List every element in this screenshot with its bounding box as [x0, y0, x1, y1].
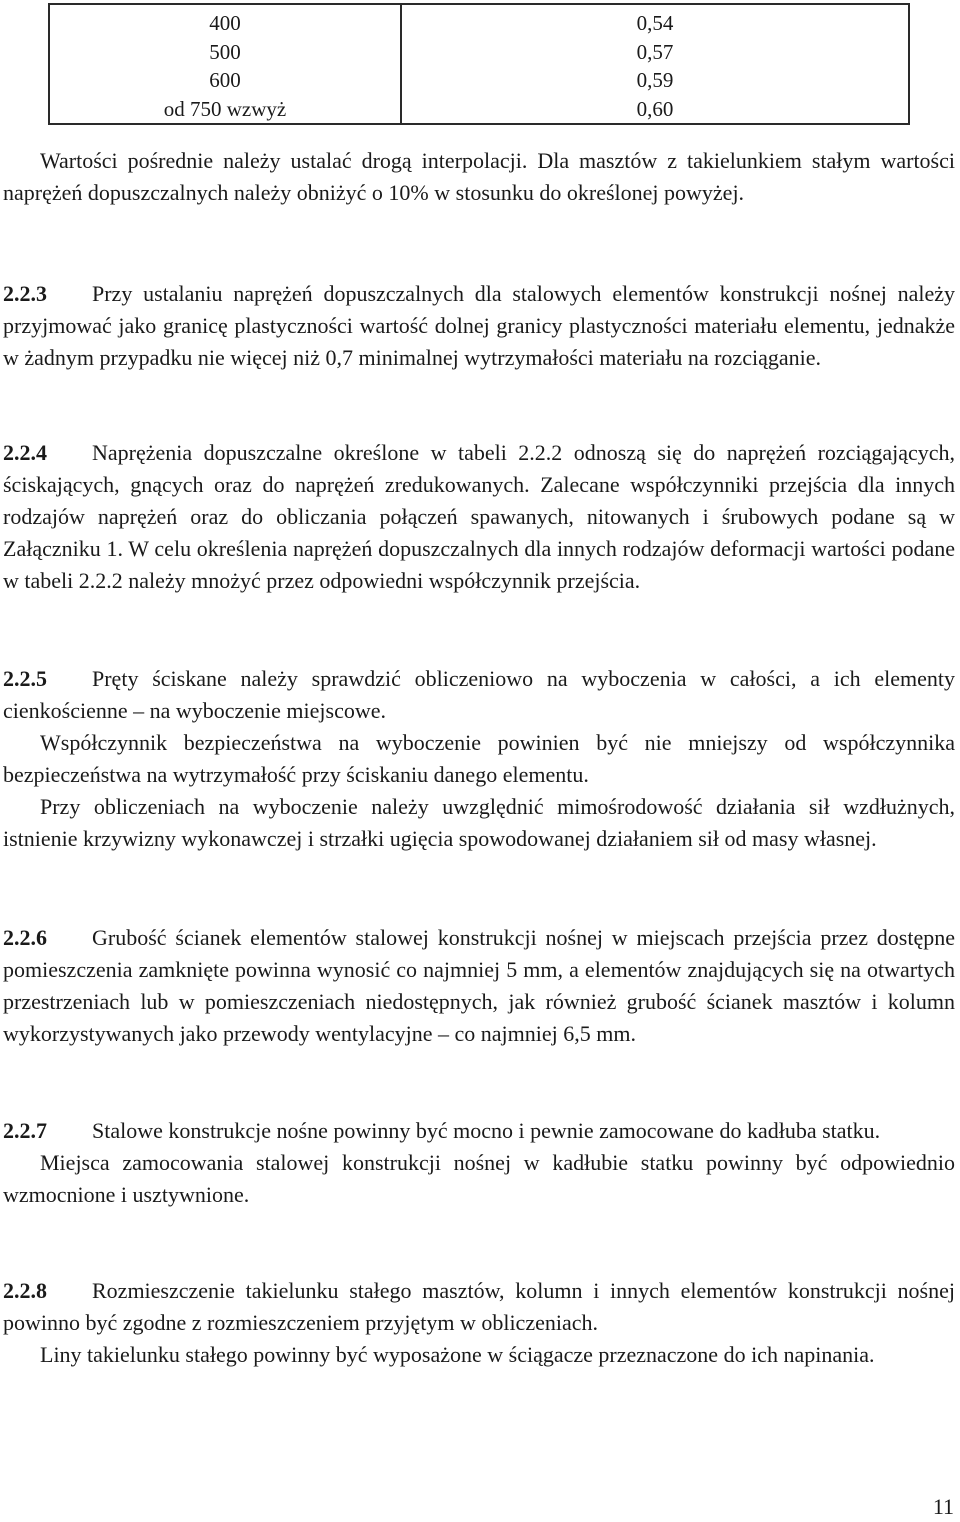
section-number: 2.2.3 [3, 281, 47, 306]
section-number: 2.2.7 [3, 1118, 47, 1143]
section-paragraph: Miejsca zamocowania stalowej konstrukcji nośnej w kadłubie statku powinny być odpowiednio wzmocnione i usztywnione. [3, 1150, 955, 1207]
section-text: Stalowe konstrukcje nośne powinny być mocno i pewnie zamocowane do kadłuba statku. [92, 1118, 881, 1143]
section-paragraph: Liny takielunku stałego powinny być wyposażone w ściągacze przeznaczone do ich napinania. [40, 1342, 875, 1367]
table-cell-line: 0,59 [636, 68, 674, 92]
section-number: 2.2.8 [3, 1278, 47, 1303]
section-text: Pręty ściskane należy sprawdzić obliczeniowo na wyboczenia w całości, a ich elementy cienkościenne – na wyboczenie miejscowe. [3, 666, 955, 723]
section-2-2-3 [3, 278, 955, 374]
section-number: 2.2.4 [3, 440, 47, 465]
section-2-2-4 [3, 437, 955, 597]
section-number: 2.2.6 [3, 925, 47, 950]
section-2-2-7 [3, 1115, 955, 1211]
table-cell-values-right [401, 4, 909, 124]
table-cell-line: 0,57 [636, 39, 674, 64]
table-cell-line: 500 [209, 39, 241, 64]
table-cell-line: od 750 wzwyż [163, 96, 287, 121]
intro-block [3, 145, 955, 209]
table-cell-values-left [49, 4, 401, 124]
table-cell-line: 400 [209, 11, 241, 35]
table-row [49, 4, 909, 124]
section-paragraph: Przy obliczeniach na wyboczenie należy uwzględnić mimośrodowość działania sił wzdłużnych, istnienie krzywizny wykonawczej i strzałki ugięcia spowodowanej działaniem sił od masy własnej. [3, 794, 955, 851]
table-cell-line: 0,60 [636, 96, 674, 121]
section-paragraph [3, 1275, 955, 1339]
section-number: 2.2.5 [3, 666, 47, 691]
section-paragraph [3, 278, 955, 374]
page-number: 11 [932, 1494, 954, 1519]
section-text: Rozmieszczenie takielunku stałego masztów, kolumn i innych elementów konstrukcji nośnej powinno być zgodne z rozmieszczeniem przyjętym w obliczeniach. [3, 1278, 955, 1335]
table-cell-line: 0,54 [636, 11, 674, 35]
section-paragraph [3, 1115, 955, 1147]
section-2-2-8 [3, 1275, 955, 1371]
coefficient-table [48, 3, 910, 125]
section-paragraph [3, 922, 955, 1050]
section-2-2-6 [3, 922, 955, 1050]
section-text: Naprężenia dopuszczalne określone w tabeli 2.2.2 odnoszą się do naprężeń rozciągających, ściskających, gnących oraz do naprężeń zredukowanych. Zalecane współczynniki przejścia dla innych rodzajów naprężeń oraz do obliczania połączeń spawanych, nitowanych i śrubowych podane są w Załączniku 1. W celu określenia naprężeń dopuszczalnych dla innych rodzajów deformacji wartości podane w tabeli 2.2.2 należy mnożyć przez odpowiedni współczynnik przejścia. [3, 440, 955, 593]
section-paragraph [3, 663, 955, 727]
table-cell-line: 600 [209, 68, 241, 92]
section-2-2-5 [3, 663, 955, 855]
section-text: Przy ustalaniu naprężeń dopuszczalnych dla stalowych elementów konstrukcji nośnej należy przyjmować jako granicę plastyczności wartość dolnej granicy plastyczności materiału elementu, jednakże w żadnym przypadku nie więcej niż 0,7 minimalnej wytrzymałości materiału na rozciąganie. [3, 281, 955, 370]
section-paragraph [3, 437, 955, 597]
section-text: Grubość ścianek elementów stalowej konstrukcji nośnej w miejscach przejścia przez dostępne pomieszczenia zamknięte powinna wynosić co najmniej 5 mm, a elementów znajdujących się na otwartych przestrzeniach lub w pomieszczeniach niedostępnych, jak również grubość ścianek masztów i kolumn wykorzystywanych jako przewody wentylacyjne – co najmniej 6,5 mm. [3, 925, 955, 1046]
section-paragraph: Współczynnik bezpieczeństwa na wyboczenie powinien być nie mniejszy od współczynnika bezpieczeństwa na wytrzymałość przy ściskaniu danego elementu. [3, 730, 955, 787]
intro-paragraph: Wartości pośrednie należy ustalać drogą interpolacji. Dla masztów z takielunkiem stałym wartości naprężeń dopuszczalnych należy obniżyć o 10% w stosunku do określonej powyżej. [3, 148, 955, 205]
